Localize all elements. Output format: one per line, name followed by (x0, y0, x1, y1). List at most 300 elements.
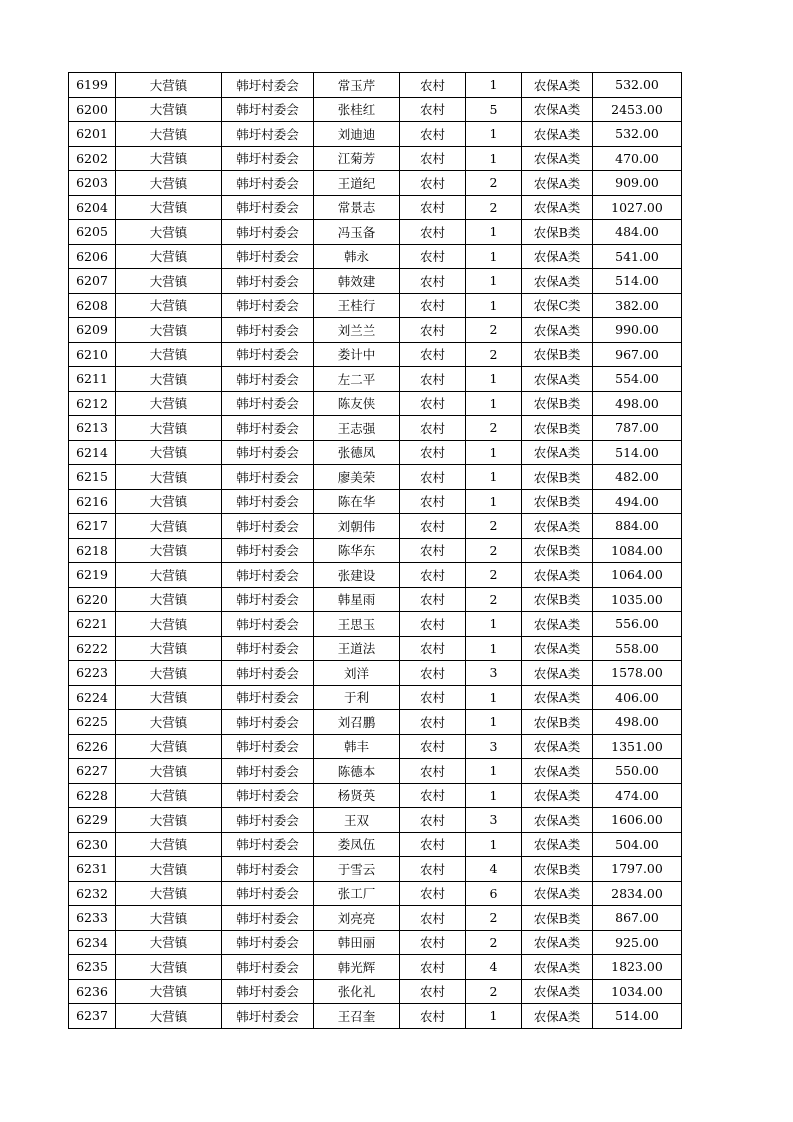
amount-cell: 2453.00 (593, 97, 682, 122)
name-cell: 张德凤 (314, 440, 400, 465)
town-cell: 大营镇 (116, 171, 222, 196)
row-number-cell: 6222 (69, 636, 116, 661)
amount-cell: 406.00 (593, 685, 682, 710)
table-row (69, 1004, 682, 1029)
row-number-cell: 6213 (69, 416, 116, 441)
row-number-cell: 6236 (69, 979, 116, 1004)
town-cell: 大营镇 (116, 122, 222, 147)
town-cell: 大营镇 (116, 73, 222, 98)
village-committee-cell: 韩圩村委会 (222, 685, 314, 710)
name-cell: 陈友侠 (314, 391, 400, 416)
table-row (69, 195, 682, 220)
name-cell: 于利 (314, 685, 400, 710)
table-row (69, 563, 682, 588)
member-count-cell: 1 (466, 759, 522, 784)
name-cell: 王召奎 (314, 1004, 400, 1029)
name-cell: 娄计中 (314, 342, 400, 367)
table-row (69, 122, 682, 147)
village-committee-cell: 韩圩村委会 (222, 171, 314, 196)
member-count-cell: 1 (466, 220, 522, 245)
village-committee-cell: 韩圩村委会 (222, 391, 314, 416)
town-cell: 大营镇 (116, 146, 222, 171)
household-type-cell: 农村 (400, 808, 466, 833)
member-count-cell: 2 (466, 587, 522, 612)
row-number-cell: 6230 (69, 832, 116, 857)
household-type-cell: 农村 (400, 636, 466, 661)
household-type-cell: 农村 (400, 440, 466, 465)
amount-cell: 532.00 (593, 122, 682, 147)
insurance-category-cell: 农保A类 (522, 440, 593, 465)
table-row (69, 930, 682, 955)
amount-cell: 867.00 (593, 906, 682, 931)
name-cell: 韩光辉 (314, 955, 400, 980)
village-committee-cell: 韩圩村委会 (222, 783, 314, 808)
insurance-category-cell: 农保A类 (522, 636, 593, 661)
table-row (69, 685, 682, 710)
village-committee-cell: 韩圩村委会 (222, 832, 314, 857)
village-committee-cell: 韩圩村委会 (222, 244, 314, 269)
village-committee-cell: 韩圩村委会 (222, 122, 314, 147)
insurance-category-cell: 农保B类 (522, 489, 593, 514)
household-type-cell: 农村 (400, 857, 466, 882)
table-row (69, 808, 682, 833)
insurance-category-cell: 农保A类 (522, 122, 593, 147)
row-number-cell: 6214 (69, 440, 116, 465)
insurance-category-cell: 农保A类 (522, 269, 593, 294)
amount-cell: 558.00 (593, 636, 682, 661)
table-row (69, 955, 682, 980)
town-cell: 大营镇 (116, 955, 222, 980)
insurance-category-cell: 农保C类 (522, 293, 593, 318)
household-type-cell: 农村 (400, 710, 466, 735)
household-type-cell: 农村 (400, 416, 466, 441)
table-row (69, 416, 682, 441)
row-number-cell: 6206 (69, 244, 116, 269)
member-count-cell: 2 (466, 318, 522, 343)
row-number-cell: 6200 (69, 97, 116, 122)
insurance-category-cell: 农保A类 (522, 661, 593, 686)
member-count-cell: 1 (466, 783, 522, 808)
row-number-cell: 6203 (69, 171, 116, 196)
insurance-category-cell: 农保A类 (522, 318, 593, 343)
town-cell: 大营镇 (116, 465, 222, 490)
household-type-cell: 农村 (400, 146, 466, 171)
amount-cell: 482.00 (593, 465, 682, 490)
town-cell: 大营镇 (116, 489, 222, 514)
table-row (69, 710, 682, 735)
name-cell: 张建设 (314, 563, 400, 588)
table-row (69, 391, 682, 416)
insurance-category-cell: 农保A类 (522, 97, 593, 122)
amount-cell: 1578.00 (593, 661, 682, 686)
town-cell: 大营镇 (116, 661, 222, 686)
row-number-cell: 6209 (69, 318, 116, 343)
row-number-cell: 6223 (69, 661, 116, 686)
insurance-category-cell: 农保A类 (522, 881, 593, 906)
row-number-cell: 6224 (69, 685, 116, 710)
insurance-category-cell: 农保A类 (522, 808, 593, 833)
member-count-cell: 1 (466, 710, 522, 735)
table-row (69, 489, 682, 514)
town-cell: 大营镇 (116, 440, 222, 465)
name-cell: 王双 (314, 808, 400, 833)
town-cell: 大营镇 (116, 612, 222, 637)
table-row (69, 661, 682, 686)
name-cell: 刘迪迪 (314, 122, 400, 147)
village-committee-cell: 韩圩村委会 (222, 734, 314, 759)
table-row (69, 146, 682, 171)
insurance-category-cell: 农保B类 (522, 857, 593, 882)
village-committee-cell: 韩圩村委会 (222, 881, 314, 906)
row-number-cell: 6207 (69, 269, 116, 294)
village-committee-cell: 韩圩村委会 (222, 955, 314, 980)
insurance-category-cell: 农保A类 (522, 171, 593, 196)
insurance-category-cell: 农保A类 (522, 73, 593, 98)
insurance-category-cell: 农保A类 (522, 783, 593, 808)
member-count-cell: 2 (466, 195, 522, 220)
household-type-cell: 农村 (400, 930, 466, 955)
row-number-cell: 6226 (69, 734, 116, 759)
household-type-cell: 农村 (400, 244, 466, 269)
member-count-cell: 2 (466, 171, 522, 196)
amount-cell: 787.00 (593, 416, 682, 441)
household-type-cell: 农村 (400, 906, 466, 931)
row-number-cell: 6199 (69, 73, 116, 98)
village-committee-cell: 韩圩村委会 (222, 318, 314, 343)
member-count-cell: 1 (466, 391, 522, 416)
village-committee-cell: 韩圩村委会 (222, 636, 314, 661)
village-committee-cell: 韩圩村委会 (222, 538, 314, 563)
member-count-cell: 4 (466, 857, 522, 882)
table-row (69, 465, 682, 490)
table-row (69, 587, 682, 612)
town-cell: 大营镇 (116, 563, 222, 588)
row-number-cell: 6231 (69, 857, 116, 882)
insurance-category-cell: 农保A类 (522, 612, 593, 637)
name-cell: 韩效建 (314, 269, 400, 294)
row-number-cell: 6221 (69, 612, 116, 637)
town-cell: 大营镇 (116, 318, 222, 343)
insurance-category-cell: 农保A类 (522, 367, 593, 392)
table-row (69, 269, 682, 294)
household-type-cell: 农村 (400, 783, 466, 808)
member-count-cell: 1 (466, 73, 522, 98)
row-number-cell: 6208 (69, 293, 116, 318)
table-row (69, 244, 682, 269)
insurance-category-cell: 农保A类 (522, 563, 593, 588)
amount-cell: 1351.00 (593, 734, 682, 759)
town-cell: 大营镇 (116, 269, 222, 294)
member-count-cell: 6 (466, 881, 522, 906)
village-committee-cell: 韩圩村委会 (222, 612, 314, 637)
household-type-cell: 农村 (400, 563, 466, 588)
village-committee-cell: 韩圩村委会 (222, 808, 314, 833)
insurance-category-cell: 农保B类 (522, 710, 593, 735)
member-count-cell: 2 (466, 979, 522, 1004)
household-type-cell: 农村 (400, 489, 466, 514)
member-count-cell: 1 (466, 440, 522, 465)
name-cell: 刘洋 (314, 661, 400, 686)
name-cell: 张工厂 (314, 881, 400, 906)
row-number-cell: 6237 (69, 1004, 116, 1029)
amount-cell: 514.00 (593, 1004, 682, 1029)
insurance-category-cell: 农保B类 (522, 391, 593, 416)
row-number-cell: 6212 (69, 391, 116, 416)
member-count-cell: 4 (466, 955, 522, 980)
town-cell: 大营镇 (116, 734, 222, 759)
insurance-category-cell: 农保B类 (522, 906, 593, 931)
name-cell: 刘朝伟 (314, 514, 400, 539)
table-row (69, 759, 682, 784)
row-number-cell: 6225 (69, 710, 116, 735)
amount-cell: 1797.00 (593, 857, 682, 882)
town-cell: 大营镇 (116, 195, 222, 220)
member-count-cell: 2 (466, 538, 522, 563)
household-type-cell: 农村 (400, 293, 466, 318)
town-cell: 大营镇 (116, 220, 222, 245)
row-number-cell: 6220 (69, 587, 116, 612)
table-row (69, 220, 682, 245)
town-cell: 大营镇 (116, 342, 222, 367)
table-row (69, 440, 682, 465)
row-number-cell: 6217 (69, 514, 116, 539)
town-cell: 大营镇 (116, 832, 222, 857)
row-number-cell: 6218 (69, 538, 116, 563)
household-type-cell: 农村 (400, 759, 466, 784)
household-type-cell: 农村 (400, 342, 466, 367)
amount-cell: 541.00 (593, 244, 682, 269)
town-cell: 大营镇 (116, 710, 222, 735)
amount-cell: 550.00 (593, 759, 682, 784)
row-number-cell: 6234 (69, 930, 116, 955)
amount-cell: 494.00 (593, 489, 682, 514)
village-committee-cell: 韩圩村委会 (222, 759, 314, 784)
member-count-cell: 1 (466, 685, 522, 710)
town-cell: 大营镇 (116, 930, 222, 955)
amount-cell: 532.00 (593, 73, 682, 98)
member-count-cell: 2 (466, 342, 522, 367)
table-row (69, 857, 682, 882)
insurance-category-cell: 农保A类 (522, 955, 593, 980)
amount-cell: 1606.00 (593, 808, 682, 833)
village-committee-cell: 韩圩村委会 (222, 489, 314, 514)
insurance-category-cell: 农保B类 (522, 465, 593, 490)
household-type-cell: 农村 (400, 195, 466, 220)
village-committee-cell: 韩圩村委会 (222, 416, 314, 441)
member-count-cell: 3 (466, 734, 522, 759)
name-cell: 王道法 (314, 636, 400, 661)
insurance-category-cell: 农保B类 (522, 342, 593, 367)
member-count-cell: 1 (466, 244, 522, 269)
household-type-cell: 农村 (400, 97, 466, 122)
name-cell: 刘召鹏 (314, 710, 400, 735)
name-cell: 廖美荣 (314, 465, 400, 490)
village-committee-cell: 韩圩村委会 (222, 563, 314, 588)
household-type-cell: 农村 (400, 955, 466, 980)
member-count-cell: 2 (466, 416, 522, 441)
row-number-cell: 6201 (69, 122, 116, 147)
allowance-table (68, 72, 682, 1029)
amount-cell: 1064.00 (593, 563, 682, 588)
town-cell: 大营镇 (116, 587, 222, 612)
table-row (69, 73, 682, 98)
amount-cell: 967.00 (593, 342, 682, 367)
name-cell: 韩丰 (314, 734, 400, 759)
member-count-cell: 2 (466, 930, 522, 955)
town-cell: 大营镇 (116, 881, 222, 906)
name-cell: 娄凤伍 (314, 832, 400, 857)
name-cell: 刘亮亮 (314, 906, 400, 931)
table-row (69, 318, 682, 343)
insurance-category-cell: 农保A类 (522, 979, 593, 1004)
name-cell: 常玉芹 (314, 73, 400, 98)
insurance-category-cell: 农保A类 (522, 930, 593, 955)
member-count-cell: 3 (466, 808, 522, 833)
member-count-cell: 1 (466, 1004, 522, 1029)
village-committee-cell: 韩圩村委会 (222, 930, 314, 955)
member-count-cell: 1 (466, 832, 522, 857)
name-cell: 陈德本 (314, 759, 400, 784)
name-cell: 冯玉备 (314, 220, 400, 245)
town-cell: 大营镇 (116, 783, 222, 808)
amount-cell: 990.00 (593, 318, 682, 343)
village-committee-cell: 韩圩村委会 (222, 710, 314, 735)
village-committee-cell: 韩圩村委会 (222, 220, 314, 245)
member-count-cell: 5 (466, 97, 522, 122)
village-committee-cell: 韩圩村委会 (222, 73, 314, 98)
name-cell: 左二平 (314, 367, 400, 392)
household-type-cell: 农村 (400, 979, 466, 1004)
town-cell: 大营镇 (116, 906, 222, 931)
amount-cell: 514.00 (593, 440, 682, 465)
name-cell: 王桂行 (314, 293, 400, 318)
village-committee-cell: 韩圩村委会 (222, 195, 314, 220)
village-committee-cell: 韩圩村委会 (222, 269, 314, 294)
name-cell: 江菊芳 (314, 146, 400, 171)
member-count-cell: 3 (466, 661, 522, 686)
village-committee-cell: 韩圩村委会 (222, 97, 314, 122)
table-row (69, 342, 682, 367)
table-row (69, 979, 682, 1004)
name-cell: 韩星雨 (314, 587, 400, 612)
town-cell: 大营镇 (116, 416, 222, 441)
row-number-cell: 6210 (69, 342, 116, 367)
amount-cell: 474.00 (593, 783, 682, 808)
name-cell: 杨贤英 (314, 783, 400, 808)
member-count-cell: 1 (466, 367, 522, 392)
name-cell: 陈在华 (314, 489, 400, 514)
household-type-cell: 农村 (400, 734, 466, 759)
row-number-cell: 6216 (69, 489, 116, 514)
row-number-cell: 6219 (69, 563, 116, 588)
town-cell: 大营镇 (116, 97, 222, 122)
amount-cell: 1084.00 (593, 538, 682, 563)
table-row (69, 612, 682, 637)
town-cell: 大营镇 (116, 636, 222, 661)
village-committee-cell: 韩圩村委会 (222, 514, 314, 539)
household-type-cell: 农村 (400, 685, 466, 710)
table-row (69, 734, 682, 759)
town-cell: 大营镇 (116, 808, 222, 833)
member-count-cell: 1 (466, 465, 522, 490)
table-row (69, 171, 682, 196)
village-committee-cell: 韩圩村委会 (222, 367, 314, 392)
insurance-category-cell: 农保A类 (522, 1004, 593, 1029)
town-cell: 大营镇 (116, 685, 222, 710)
table-body (69, 73, 682, 1029)
amount-cell: 498.00 (593, 391, 682, 416)
amount-cell: 382.00 (593, 293, 682, 318)
row-number-cell: 6204 (69, 195, 116, 220)
member-count-cell: 2 (466, 906, 522, 931)
insurance-category-cell: 农保B类 (522, 587, 593, 612)
town-cell: 大营镇 (116, 979, 222, 1004)
insurance-category-cell: 农保A类 (522, 832, 593, 857)
table-row (69, 636, 682, 661)
member-count-cell: 2 (466, 514, 522, 539)
amount-cell: 504.00 (593, 832, 682, 857)
name-cell: 陈华东 (314, 538, 400, 563)
insurance-category-cell: 农保A类 (522, 685, 593, 710)
member-count-cell: 1 (466, 489, 522, 514)
member-count-cell: 1 (466, 122, 522, 147)
village-committee-cell: 韩圩村委会 (222, 146, 314, 171)
village-committee-cell: 韩圩村委会 (222, 587, 314, 612)
amount-cell: 1034.00 (593, 979, 682, 1004)
town-cell: 大营镇 (116, 244, 222, 269)
household-type-cell: 农村 (400, 391, 466, 416)
household-type-cell: 农村 (400, 514, 466, 539)
insurance-category-cell: 农保B类 (522, 220, 593, 245)
row-number-cell: 6227 (69, 759, 116, 784)
name-cell: 王思玉 (314, 612, 400, 637)
amount-cell: 2834.00 (593, 881, 682, 906)
town-cell: 大营镇 (116, 1004, 222, 1029)
household-type-cell: 农村 (400, 220, 466, 245)
household-type-cell: 农村 (400, 1004, 466, 1029)
member-count-cell: 1 (466, 612, 522, 637)
amount-cell: 498.00 (593, 710, 682, 735)
table-row (69, 97, 682, 122)
table-row (69, 832, 682, 857)
row-number-cell: 6232 (69, 881, 116, 906)
name-cell: 张化礼 (314, 979, 400, 1004)
village-committee-cell: 韩圩村委会 (222, 979, 314, 1004)
table-row (69, 538, 682, 563)
table-row (69, 906, 682, 931)
town-cell: 大营镇 (116, 293, 222, 318)
town-cell: 大营镇 (116, 391, 222, 416)
insurance-category-cell: 农保A类 (522, 195, 593, 220)
household-type-cell: 农村 (400, 832, 466, 857)
amount-cell: 884.00 (593, 514, 682, 539)
village-committee-cell: 韩圩村委会 (222, 342, 314, 367)
insurance-category-cell: 农保A类 (522, 244, 593, 269)
village-committee-cell: 韩圩村委会 (222, 465, 314, 490)
name-cell: 刘兰兰 (314, 318, 400, 343)
amount-cell: 1823.00 (593, 955, 682, 980)
row-number-cell: 6229 (69, 808, 116, 833)
village-committee-cell: 韩圩村委会 (222, 440, 314, 465)
village-committee-cell: 韩圩村委会 (222, 293, 314, 318)
household-type-cell: 农村 (400, 367, 466, 392)
household-type-cell: 农村 (400, 269, 466, 294)
household-type-cell: 农村 (400, 587, 466, 612)
amount-cell: 470.00 (593, 146, 682, 171)
insurance-category-cell: 农保A类 (522, 514, 593, 539)
table-row (69, 514, 682, 539)
household-type-cell: 农村 (400, 318, 466, 343)
